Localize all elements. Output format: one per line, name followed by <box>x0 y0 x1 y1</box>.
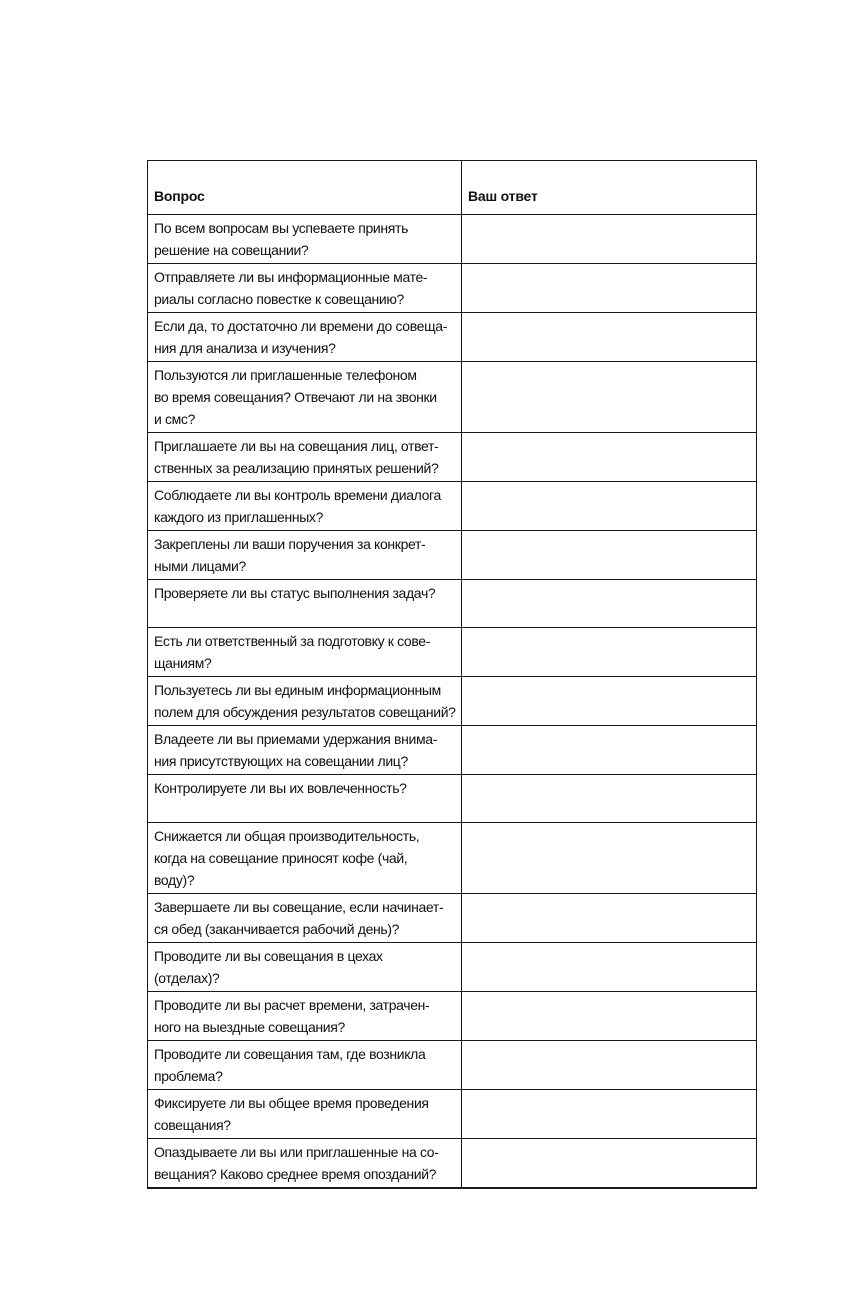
table-row <box>148 1139 757 1189</box>
table-row <box>148 992 757 1041</box>
answer-cell[interactable] <box>462 823 757 894</box>
header-row <box>148 161 757 215</box>
table-row <box>148 1041 757 1090</box>
answer-cell[interactable] <box>462 775 757 823</box>
table-row <box>148 313 757 362</box>
question-cell: Если да, то достаточно ли времени до совеща- ния для анализа и изучения? <box>148 313 462 362</box>
answer-cell[interactable] <box>462 894 757 943</box>
question-cell: Владеете ли вы приемами удержания внима- ния присутствующих на совещании лиц? <box>148 726 462 775</box>
answer-cell[interactable] <box>462 215 757 264</box>
question-cell: Завершаете ли вы совещание, если начинает- ся обед (заканчивается рабочий день)? <box>148 894 462 943</box>
table-row <box>148 894 757 943</box>
table-row <box>148 726 757 775</box>
answer-cell[interactable] <box>462 264 757 313</box>
answer-cell[interactable] <box>462 433 757 482</box>
answer-cell[interactable] <box>462 580 757 628</box>
question-column-header: Вопрос <box>148 161 462 215</box>
questionnaire-table <box>147 160 757 1189</box>
answer-cell[interactable] <box>462 313 757 362</box>
answer-cell[interactable] <box>462 531 757 580</box>
answer-cell[interactable] <box>462 992 757 1041</box>
answer-cell[interactable] <box>462 1090 757 1139</box>
question-cell: Опаздываете ли вы или приглашенные на со- вещания? Каково среднее время опозданий? <box>148 1139 462 1189</box>
question-cell: Контролируете ли вы их вовлеченность? <box>148 775 462 823</box>
table-row <box>148 264 757 313</box>
question-cell: Пользуетесь ли вы единым информационным полем для обсуждения результатов совещаний? <box>148 677 462 726</box>
table-row <box>148 482 757 531</box>
answer-cell[interactable] <box>462 1139 757 1189</box>
question-cell: Приглашаете ли вы на совещания лиц, ответ- ственных за реализацию принятых решений? <box>148 433 462 482</box>
table-body <box>148 215 757 1189</box>
table-header <box>148 161 757 215</box>
question-cell: Пользуются ли приглашенные телефоном во время совещания? Отвечают ли на звонки и смс? <box>148 362 462 433</box>
table-row <box>148 677 757 726</box>
table-row <box>148 362 757 433</box>
answer-column-header: Ваш ответ <box>462 161 757 215</box>
question-cell: Проводите ли вы совещания в цехах (отделах)? <box>148 943 462 992</box>
table-row <box>148 215 757 264</box>
answer-cell[interactable] <box>462 943 757 992</box>
answer-cell[interactable] <box>462 482 757 531</box>
answer-cell[interactable] <box>462 1041 757 1090</box>
answer-cell[interactable] <box>462 362 757 433</box>
table-row <box>148 775 757 823</box>
question-cell: Снижается ли общая производительность, когда на совещание приносят кофе (чай, воду)? <box>148 823 462 894</box>
table-row <box>148 628 757 677</box>
table-row <box>148 943 757 992</box>
answer-cell[interactable] <box>462 726 757 775</box>
table-row <box>148 433 757 482</box>
question-cell: Проверяете ли вы статус выполнения задач? <box>148 580 462 628</box>
question-cell: Проводите ли вы расчет времени, затрачен- ного на выездные совещания? <box>148 992 462 1041</box>
table-row <box>148 580 757 628</box>
question-cell: Соблюдаете ли вы контроль времени диалога каждого из приглашенных? <box>148 482 462 531</box>
question-cell: Закреплены ли ваши поручения за конкрет- ными лицами? <box>148 531 462 580</box>
table-row <box>148 823 757 894</box>
question-cell: Фиксируете ли вы общее время проведения совещания? <box>148 1090 462 1139</box>
question-cell: Есть ли ответственный за подготовку к сове- щаниям? <box>148 628 462 677</box>
answer-cell[interactable] <box>462 628 757 677</box>
table-row <box>148 531 757 580</box>
table-row <box>148 1090 757 1139</box>
answer-cell[interactable] <box>462 677 757 726</box>
question-cell: Отправляете ли вы информационные мате- риалы согласно повестке к совещанию? <box>148 264 462 313</box>
question-cell: По всем вопросам вы успеваете принять решение на совещании? <box>148 215 462 264</box>
question-cell: Проводите ли совещания там, где возникла проблема? <box>148 1041 462 1090</box>
